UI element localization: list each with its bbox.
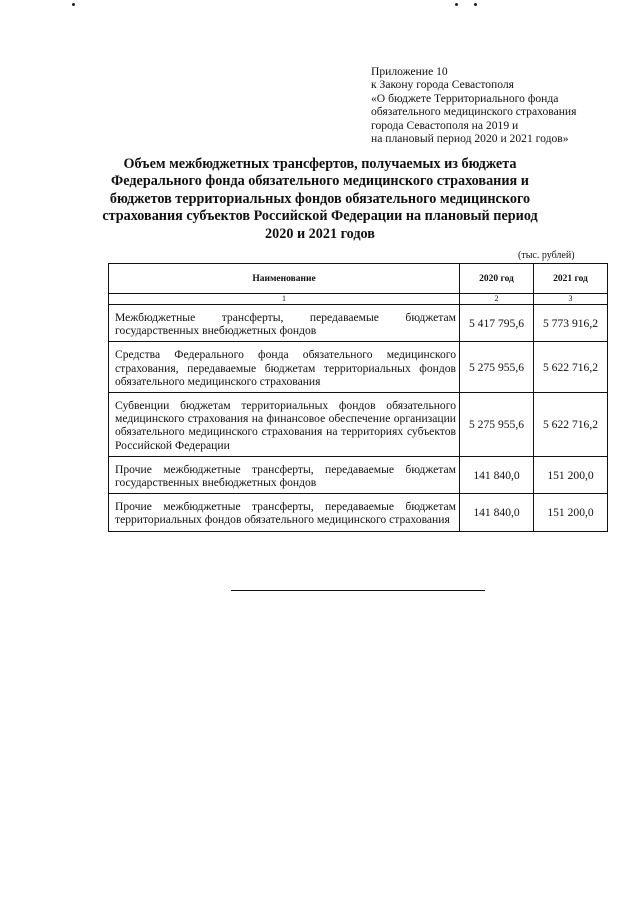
title-line: Федерального фонда обязательного медицинского страхования и [111,173,529,190]
row-value-2021: 151 200,0 [534,456,608,493]
scan-mark [72,3,75,6]
transfers-table [108,263,608,532]
row-name: Субвенции бюджетам территориальных фондов обязательного медицинского страхования на финансовое обеспечение организации обязательного медицинского страхования на территориях субъектов Российской Федерации [109,393,460,457]
appendix-line: на плановый период 2020 и 2021 годов» [371,132,569,146]
title-line: Объем межбюджетных трансфертов, получаемых из бюджета [123,156,517,172]
column-header-name: Наименование [109,264,460,294]
table-row [109,456,608,493]
table-row [109,342,608,393]
title-line: страхования субъектов Российской Федерации на плановый период [102,208,538,225]
row-name: Межбюджетные трансферты, передаваемые бюджетам государственных внебюджетных фондов [109,305,460,342]
column-header-2020: 2020 год [460,264,534,294]
column-number: 2 [460,294,534,305]
row-value-2021: 5 622 716,2 [534,393,608,457]
row-name: Прочие межбюджетные трансферты, передаваемые бюджетам территориальных фондов обязательного медицинского страхования [109,494,460,531]
row-value-2020: 141 840,0 [460,494,534,531]
appendix-line: города Севастополя на 2019 и [371,118,519,132]
appendix-line: к Закону города Севастополя [371,78,515,92]
table-row [109,305,608,342]
row-value-2021: 5 773 916,2 [534,305,608,342]
title-line: 2020 и 2021 годов [265,225,375,242]
table-row [109,393,608,457]
column-number: 3 [534,294,608,305]
table-header-row [109,264,608,294]
appendix-header [371,65,633,145]
end-of-document-line [231,590,485,591]
row-value-2020: 141 840,0 [460,456,534,493]
row-value-2021: 5 622 716,2 [534,342,608,393]
row-value-2020: 5 275 955,6 [460,342,534,393]
scan-mark [474,3,477,6]
row-value-2020: 5 275 955,6 [460,393,534,457]
appendix-line: Приложение 10 [371,65,448,78]
column-number-row [109,294,608,305]
row-value-2021: 151 200,0 [534,494,608,531]
table-row [109,494,608,531]
column-header-2021: 2021 год [534,264,608,294]
appendix-line: «О бюджете Территориального фонда [371,91,559,105]
column-number: 1 [109,294,460,305]
document-title [60,156,580,243]
row-value-2020: 5 417 795,6 [460,305,534,342]
row-name: Прочие межбюджетные трансферты, передаваемые бюджетам государственных внебюджетных фондов [109,456,460,493]
row-name: Средства Федерального фонда обязательного медицинского страхования, передаваемые бюджетам территориальных фондов обязательного медицинского страхования [109,342,460,393]
title-line: бюджетов территориальных фондов обязательного медицинского [109,190,531,207]
appendix-line: обязательного медицинского страхования [371,105,577,119]
unit-note: (тыс. рублей) [518,250,575,261]
scan-mark [455,3,458,6]
